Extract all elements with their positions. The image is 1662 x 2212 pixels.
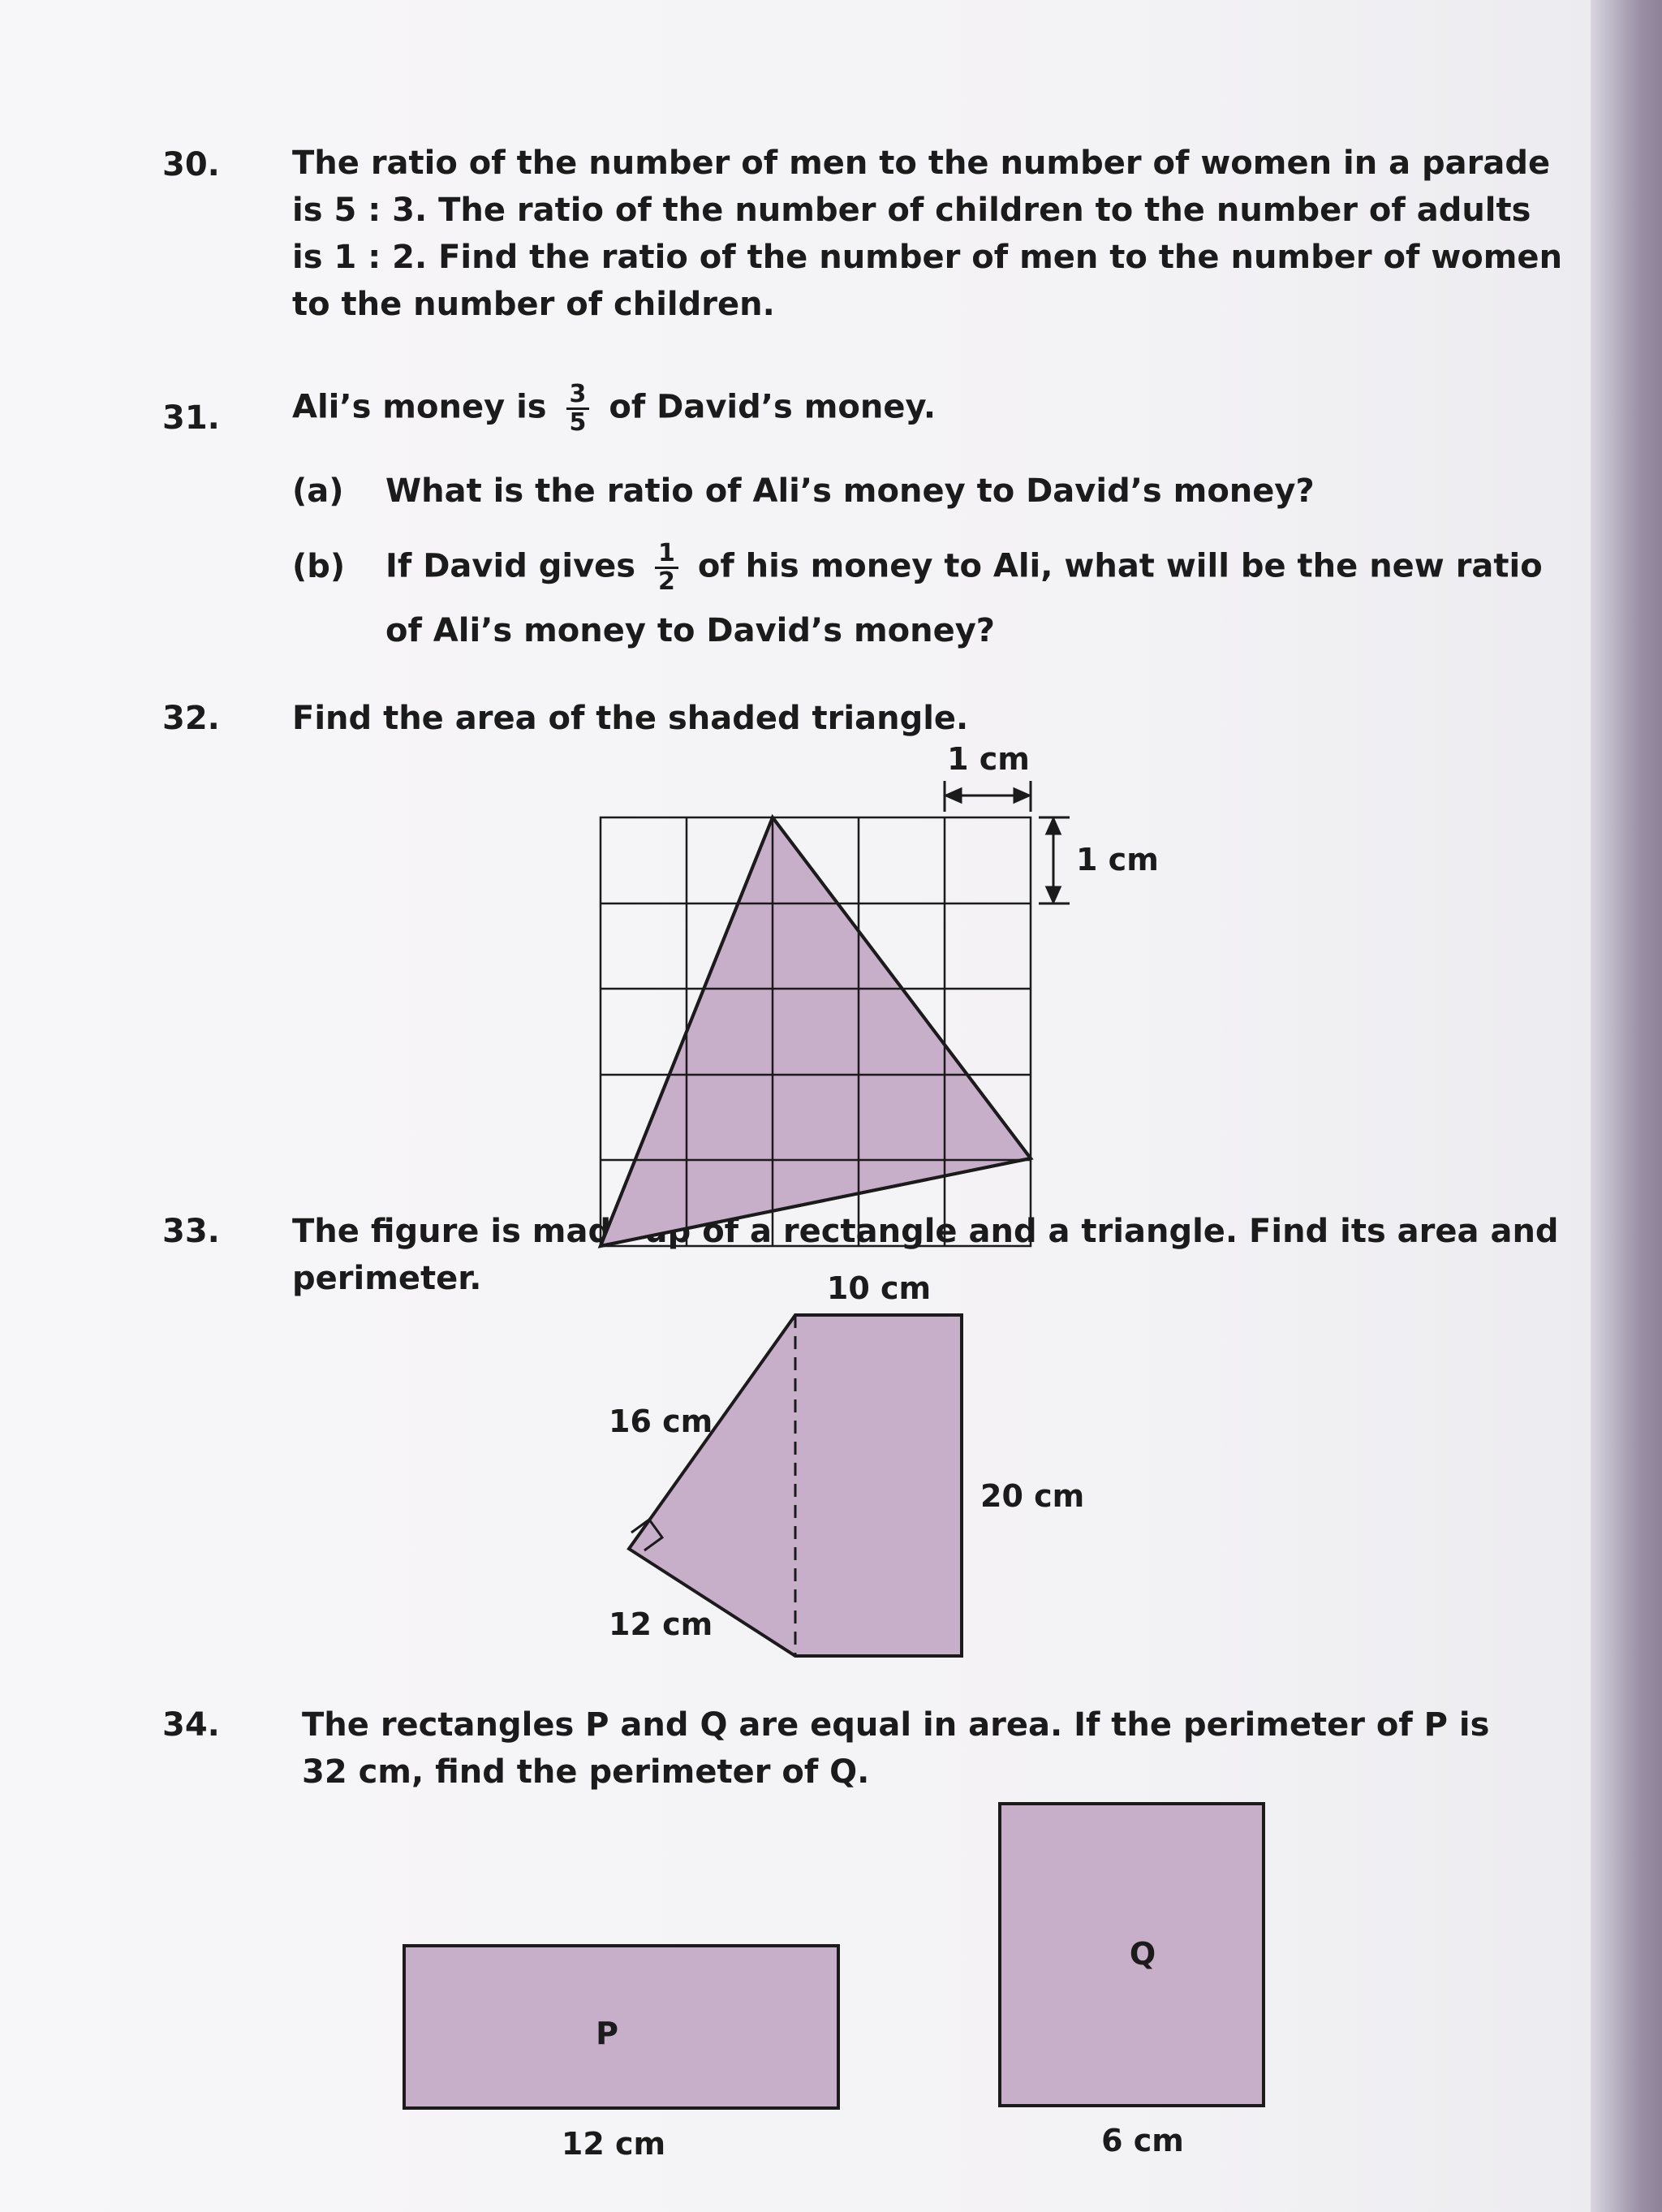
question-30-number: 30.	[162, 146, 220, 183]
question-32-text: Find the area of the shaded triangle.	[292, 700, 969, 737]
rectangle-P-label: P	[596, 2016, 618, 2051]
rectangle-P	[404, 1946, 838, 2108]
question-34-line-2: 32 cm, find the perimeter of Q.	[302, 1753, 870, 1791]
question-31-part-b-line-2: of Ali’s money to David’s money?	[385, 612, 995, 649]
shaded-triangle	[601, 817, 1031, 1246]
question-31-stem-before: Ali’s money is	[292, 388, 547, 426]
vertical-unit-label: 1 cm	[1076, 842, 1159, 877]
part-b-after: of his money to Ali, what will be the new ratio	[697, 547, 1543, 585]
vertical-dimension-marker	[1039, 817, 1070, 903]
fraction-denominator: 5	[569, 408, 587, 437]
q34-rectangles	[404, 1804, 1264, 2162]
question-30-line-4: to the number of children.	[292, 286, 775, 323]
part-b-label: (b)	[292, 547, 346, 585]
part-a-label: (a)	[292, 472, 344, 510]
fraction-numerator: 1	[655, 541, 678, 569]
slant-length-label: 16 cm	[609, 1404, 713, 1439]
horizontal-unit-label: 1 cm	[947, 741, 1030, 777]
bottom-length-label: 12 cm	[609, 1606, 713, 1642]
question-30-line-3: is 1 : 2. Find the ratio of the number of men to the number of women	[292, 239, 1563, 276]
question-31-number: 31.	[162, 399, 220, 437]
right-length-label: 20 cm	[980, 1478, 1085, 1514]
part-a-text: What is the ratio of Ali’s money to David’s money?	[385, 472, 1315, 510]
q33-composite-figure	[609, 1270, 1084, 1656]
question-31-stem-after: of David’s money.	[609, 388, 936, 426]
top-length-label: 10 cm	[826, 1270, 932, 1306]
rectangle-Q-label: Q	[1129, 1936, 1156, 1972]
question-30-line-2: is 5 : 3. The ratio of the number of children to the number of adults	[292, 192, 1531, 229]
question-34-number: 34.	[162, 1706, 220, 1744]
question-34-line-1: The rectangles P and Q are equal in area. If the perimeter of P is	[302, 1706, 1490, 1744]
rectangle-P-width-label: 12 cm	[561, 2126, 666, 2162]
question-33-line-1: The figure is made up of a rectangle and a triangle. Find its area and	[292, 1213, 1559, 1250]
question-32-number: 32.	[162, 700, 220, 737]
fraction-denominator: 2	[658, 567, 675, 596]
q32-grid-diagram	[601, 741, 1159, 1246]
fraction-numerator: 3	[566, 382, 590, 410]
rectangle-Q-width-label: 6 cm	[1101, 2123, 1184, 2158]
question-30-line-1: The ratio of the number of men to the number of women in a parade	[292, 144, 1551, 182]
question-33-number: 33.	[162, 1213, 220, 1250]
horizontal-dimension-marker	[945, 781, 1031, 812]
part-b-before: If David gives	[385, 547, 636, 585]
question-33-line-2: perimeter.	[292, 1260, 482, 1297]
